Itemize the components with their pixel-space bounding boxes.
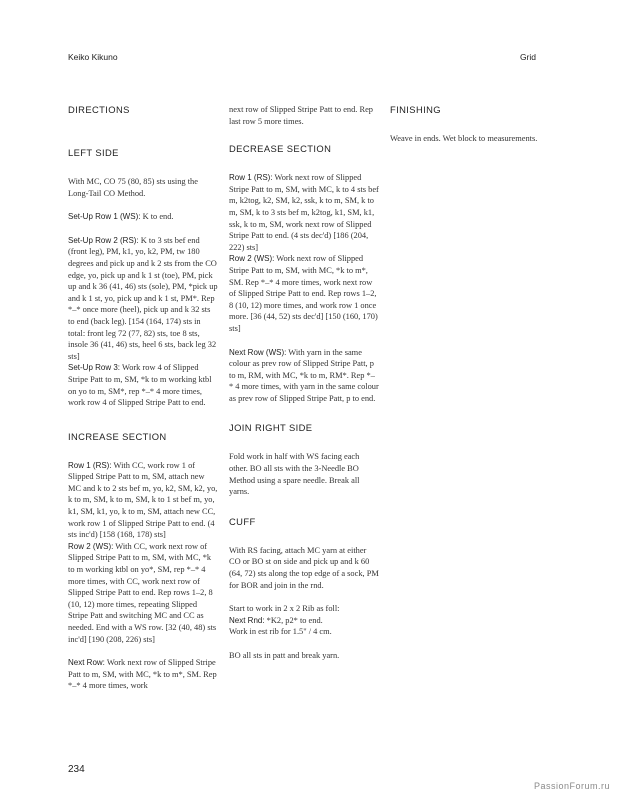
- paragraph-decrease-row-1: [229, 172, 379, 253]
- label-next-row: Next Row:: [68, 658, 105, 668]
- text-increase-row-2: With CC, work next row of Slipped Stripe Patt to m, SM, with MC, *k to m working ktbl on yo*, SM, rep *–* 4 more times, with CC, work next row of Slipped Stripe Patt to end. Rep rows 1–2, 8 (10, 12) more times, repeating Slipped Stripe Patt and switching MC and CC as needed. End with a WS row. [32 (40, 48) sts inc'd] [190 (208, 226) sts]: [68, 541, 217, 644]
- heading-join-right-side: JOIN RIGHT SIDE: [229, 422, 313, 434]
- label-decrease-row-1: Row 1 (RS):: [229, 173, 273, 183]
- paragraph-next-row-ws: [229, 347, 379, 405]
- paragraph-cuff-pickup: With RS facing, attach MC yarn at either CO or BO st on side and pick up and k 60 (64, 72) sts along the top edge of a sock, PM for BOR and join in the rnd.: [229, 545, 379, 590]
- paragraph-cuff-length: Work in est rib for 1.5" / 4 cm.: [229, 627, 332, 637]
- label-setup-row-3: Set-Up Row 3:: [68, 363, 121, 373]
- paragraph-setup-row-1: [68, 211, 218, 223]
- paragraph-setup-row-3: [68, 362, 218, 408]
- paragraph-setup-row-2: [68, 235, 218, 363]
- column-3: [390, 104, 540, 157]
- text-next-row-ws: With yarn in the same colour as prev row of Slipped Stripe Patt, p to m, RM, with MC, *k to m, RM*. Rep *–* 4 more times, with yarn in the same colour as prev row of Slipped Stripe Patt, p to end.: [229, 347, 379, 403]
- heading-cuff: CUFF: [229, 515, 256, 527]
- label-increase-row-1: Row 1 (RS):: [68, 460, 112, 470]
- label-next-rnd: Next Rnd:: [229, 615, 265, 625]
- heading-finishing: FINISHING: [390, 104, 441, 115]
- heading-decrease-section: DECREASE SECTION: [229, 143, 332, 155]
- heading-left-side: LEFT SIDE: [68, 147, 119, 158]
- label-setup-row-1: Set-Up Row 1 (WS):: [68, 212, 141, 222]
- running-header-title: Grid: [519, 52, 536, 62]
- paragraph-finishing: Weave in ends. Wet block to measurements.: [390, 134, 538, 143]
- text-next-row: Work next row of Slipped Stripe Patt to m, SM, with MC, *k to m*, SM. Rep *–* 4 more times, work: [68, 658, 217, 691]
- paragraph-continued: next row of Slipped Stripe Patt to end. Rep last row 5 more times.: [229, 105, 373, 126]
- paragraph-decrease-row-2: [229, 253, 379, 334]
- label-next-row-ws: Next Row (WS):: [229, 347, 287, 357]
- text-setup-row-1: K to end.: [140, 212, 174, 222]
- watermark: PassionForum.ru: [533, 781, 610, 791]
- page-number: 234: [68, 764, 85, 775]
- heading-increase-section: INCREASE SECTION: [68, 430, 167, 442]
- text-setup-row-3: Work row 4 of Slipped Stripe Patt to m, SM, *k to m working ktbl on yo to m, SM*, rep *–* 4 more times, work row 4 of Slipped Stripe Patt to end.: [68, 363, 212, 408]
- spacer: [68, 421, 218, 431]
- label-decrease-row-2: Row 2 (WS):: [229, 254, 275, 264]
- label-increase-row-2: Row 2 (WS):: [68, 541, 114, 551]
- text-setup-row-2: K to 3 sts bef end (front leg), PM, k1, yo, k2, PM, tw 180 degrees and pick up and k 2 sts from the CO edge, yo, pick up and k 1 st (toe), PM, pick up and k 36 (41, 46) sts (sole), PM, *pick up and k 1 st, yo, pick up and k 1 st, PM*. Rep *–* once more (heel), pick up and k 32 sts to end (back leg). [154 (164, 174) sts in total: front leg 72 (77, 82) sts, toe 8 sts, insole 36 (41, 46) sts, heel 6 sts, back leg 32 sts]: [68, 235, 218, 361]
- paragraph-join: Fold work in half with WS facing each other. BO all sts with the 3-Needle BO Method using a spare needle. Break all yarns.: [229, 452, 360, 497]
- running-header-author: Keiko Kikuno: [68, 52, 118, 62]
- paragraph-cuff-bind-off: BO all sts in patt and break yarn.: [229, 651, 340, 660]
- paragraph-cuff-next-rnd: [229, 615, 379, 627]
- spacer: [68, 133, 218, 147]
- text-increase-row-1: With CC, work row 1 of Slipped Stripe Patt to m, SM, attach new MC and k to 2 sts bef m, yo, k2, SM, k2, yo, k to m, SM, k to m, SM, k to 1 st bef m, yo, k1, SM, k1, yo, k to m, SM, attach new CC, work row 1 of Slipped Stripe Patt to end. (4 sts inc'd) [158 (168, 178) sts]: [68, 460, 218, 540]
- paragraph-cast-on: With MC, CO 75 (80, 85) sts using the Long-Tail CO Method.: [68, 177, 198, 198]
- text-decrease-row-2: Work next row of Slipped Stripe Patt to m, SM, with MC, *k to m*, SM. Rep *–* 4 more times, work next row of Slipped Stripe Patt to end. Rep rows 1–2, 8 (10, 12) more times, and work row 1 once more. [36 (44, 52) sts dec'd] [150 (160, 170) sts]: [229, 254, 378, 333]
- label-setup-row-2: Set-Up Row 2 (RS):: [68, 235, 139, 245]
- paragraph-next-row: [68, 657, 218, 692]
- text-decrease-row-1: Work next row of Slipped Stripe Patt to m, SM, with MC, k to 4 sts bef m, k2tog, k2, SM, k2, ssk, k to m, SM, k to m, SM, k to 3 sts bef m, k2tog, k1, SM, k1, ssk, k to m, SM, work next row of Slipped Stripe Patt to end. (4 sts dec'd) [186 (204, 222) sts]: [229, 173, 379, 252]
- paragraph-increase-row-1: [68, 460, 218, 541]
- heading-directions: DIRECTIONS: [68, 104, 130, 115]
- paragraph-increase-row-2: [68, 541, 218, 645]
- column-1: [68, 104, 218, 692]
- paragraph-cuff-rib: Start to work in 2 x 2 Rib as foll:: [229, 604, 340, 614]
- column-2: [229, 104, 379, 674]
- text-next-rnd: *K2, p2* to end.: [264, 615, 323, 625]
